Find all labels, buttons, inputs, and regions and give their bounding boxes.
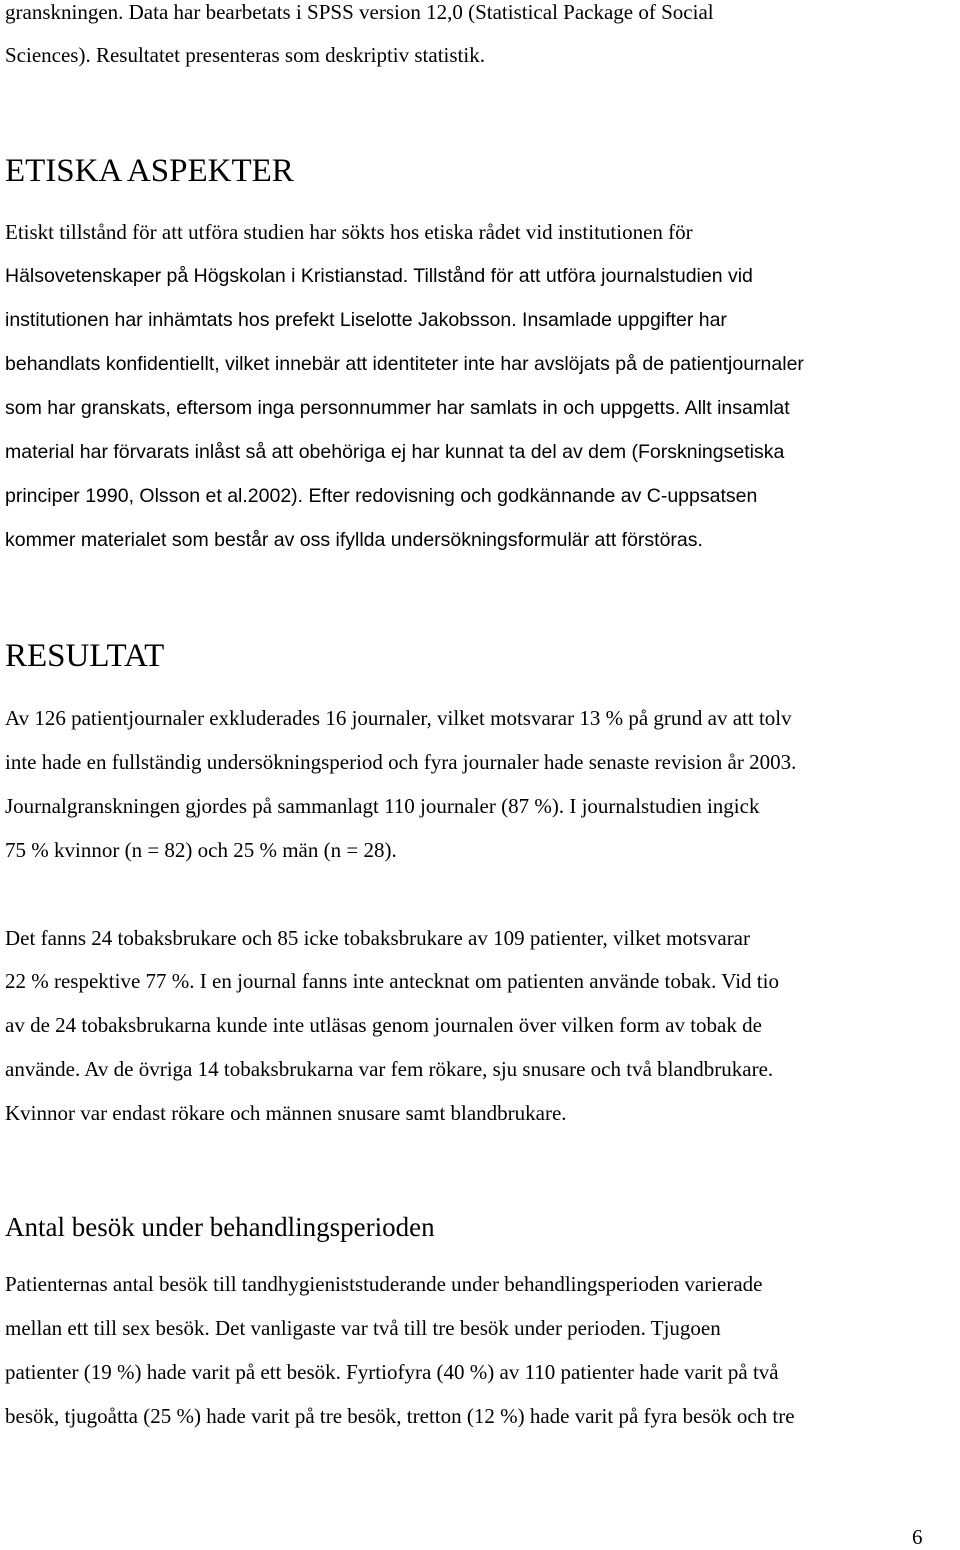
antal-line-2: mellan ett till sex besök. Det vanligaste var två till tre besök under perioden. Tjugoen (5, 1316, 721, 1340)
etiska-line-1: Etiskt tillstånd för att utföra studien har sökts hos etiska rådet vid institutionen för (5, 220, 693, 244)
section-heading-resultat: RESULTAT (5, 638, 165, 674)
subsection-heading-antal: Antal besök under behandlingsperioden (5, 1212, 435, 1242)
antal-line-1: Patienternas antal besök till tandhygieniststuderande under behandlingsperioden varierade (5, 1272, 763, 1296)
section-heading-etiska: ETISKA ASPEKTER (5, 153, 294, 189)
resultat-p1-line-1: Av 126 patientjournaler exkluderades 16 journaler, vilket motsvarar 13 % på grund av att tolv (5, 706, 792, 730)
etiska-line-8: kommer materialet som består av oss ifyllda undersökningsformulär att förstöras. (5, 529, 703, 551)
intro-line-1: granskningen. Data har bearbetats i SPSS version 12,0 (Statistical Package of Social (5, 0, 714, 24)
resultat-p2-line-1: Det fanns 24 tobaksbrukare och 85 icke tobaksbrukare av 109 patienter, vilket motsvarar (5, 926, 750, 950)
resultat-p1-line-3: Journalgranskningen gjordes på sammanlagt 110 journaler (87 %). I journalstudien ingick (5, 794, 760, 818)
intro-line-2: Sciences). Resultatet presenteras som deskriptiv statistik. (5, 43, 485, 67)
etiska-line-7: principer 1990, Olsson et al.2002). Efter redovisning och godkännande av C-uppsatsen (5, 485, 758, 507)
etiska-line-2: Hälsovetenskaper på Högskolan i Kristianstad. Tillstånd för att utföra journalstudien vid (5, 265, 753, 287)
antal-line-3: patienter (19 %) hade varit på ett besök. Fyrtiofyra (40 %) av 110 patienter hade varit på två (5, 1360, 779, 1384)
antal-line-4: besök, tjugoåtta (25 %) hade varit på tre besök, tretton (12 %) hade varit på fyra besök och tre (5, 1404, 795, 1428)
etiska-line-6: material har förvarats inlåst så att obehöriga ej har kunnat ta del av dem (Forskningsetiska (5, 441, 785, 463)
resultat-p2-line-2: 22 % respektive 77 %. I en journal fanns inte antecknat om patienten använde tobak. Vid tio (5, 969, 779, 993)
resultat-p2-line-4: använde. Av de övriga 14 tobaksbrukarna var fem rökare, sju snusare och två blandbrukare. (5, 1057, 774, 1081)
etiska-line-5: som har granskats, eftersom inga personnummer har samlats in och uppgetts. Allt insamlat (5, 397, 790, 419)
etiska-line-3: institutionen har inhämtats hos prefekt Liselotte Jakobsson. Insamlade uppgifter har (5, 309, 727, 331)
etiska-line-4: behandlats konfidentiellt, vilket innebär att identiteter inte har avslöjats på de patientjournaler (5, 353, 804, 375)
page-number: 6 (912, 1525, 923, 1549)
resultat-p2-line-5: Kvinnor var endast rökare och männen snusare samt blandbrukare. (5, 1101, 567, 1125)
resultat-p1-line-4: 75 % kvinnor (n = 82) och 25 % män (n = 28). (5, 838, 397, 862)
resultat-p2-line-3: av de 24 tobaksbrukarna kunde inte utläsas genom journalen över vilken form av tobak de (5, 1013, 762, 1037)
resultat-p1-line-2: inte hade en fullständig undersökningsperiod och fyra journaler hade senaste revision år 2003. (5, 750, 797, 774)
